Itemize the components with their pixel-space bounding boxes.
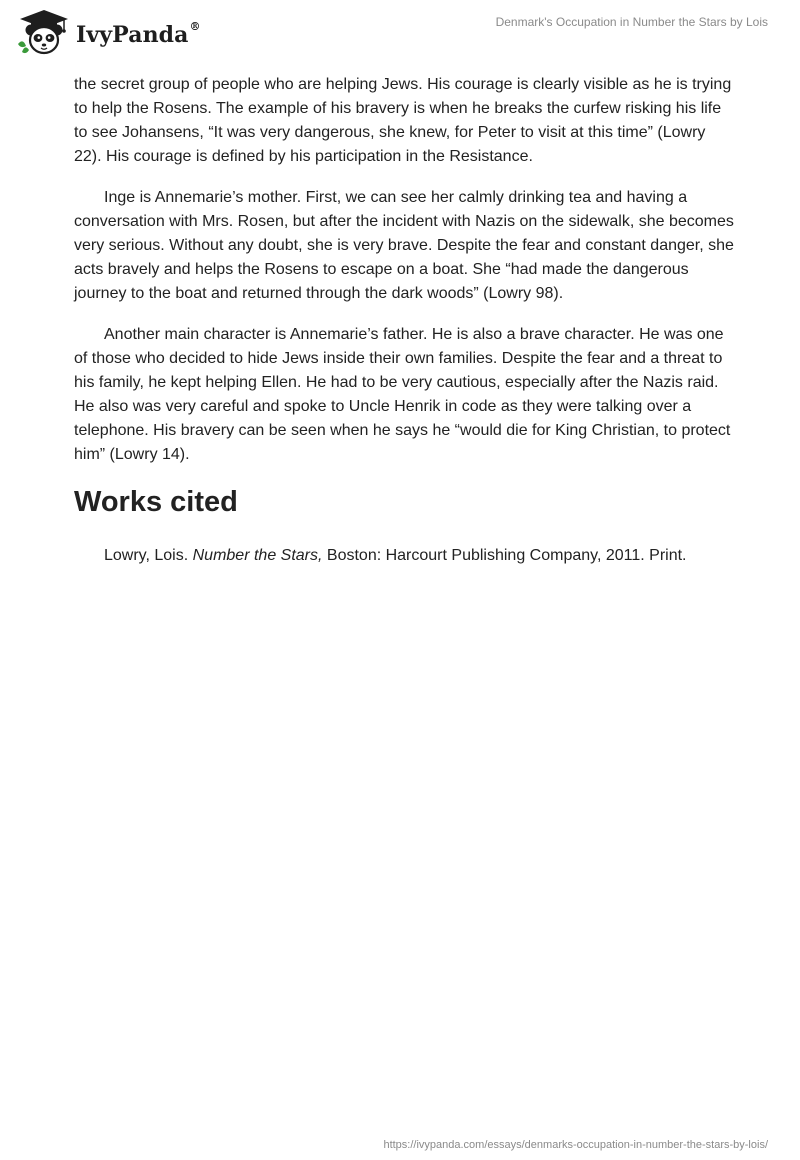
citation-entry [74, 544, 734, 568]
body-paragraph: Another main character is Annemarie’s father. He is also a brave character. He was one of those who decided to hide Jews inside their own families. Despite the fear and a threat to his family, he kept helping Ellen. He had to be very cautious, especially after the Nazis raid. He also was very careful and spoke to Uncle Henrik in code as they were talking over a telephone. His bravery can be seen when he says he “would die for King Christian, to protect him” (Lowry 14). [74, 326, 731, 463]
works-cited-heading: Works cited [74, 486, 238, 518]
source-url-link[interactable]: https://ivypanda.com/essays/denmarks-occupation-in-number-the-stars-by-lois/ [383, 1139, 768, 1151]
registered-mark: ® [189, 20, 201, 33]
page-header [0, 0, 800, 70]
body-paragraph: Inge is Annemarie’s mother. First, we can see her calmly drinking tea and having a conversation with Mrs. Rosen, but after the incident with Nazis on the sidewalk, she becomes very serious. Without any doubt, she is very brave. Despite the fear and constant danger, she acts bravely and helps the Rosens to escape on a boat. She “had made the dangerous journey to the boat and returned through the dark woods” (Lowry 98). [74, 189, 734, 302]
running-title: Denmark's Occupation in Number the Stars by Lois [495, 15, 768, 29]
panda-graduate-icon [14, 8, 74, 58]
body-paragraph: the secret group of people who are helping Jews. His courage is clearly visible as he is trying to help the Rosens. The example of his bravery is when he breaks the curfew risking his life to see Johansens, “It was very dangerous, she knew, for Peter to visit at this time” (Lowry 22). His courage is defined by his participation in the Resistance. [74, 76, 732, 165]
citation-title: Number the Stars, [192, 547, 323, 564]
ivypanda-logo[interactable] [14, 8, 201, 58]
essay-content [74, 73, 734, 585]
citation-publisher: Boston: Harcourt Publishing Company, 2011. Print. [322, 547, 687, 564]
citation-author: Lowry, Lois. [104, 547, 193, 564]
brand-name: IvyPanda® [76, 20, 201, 48]
